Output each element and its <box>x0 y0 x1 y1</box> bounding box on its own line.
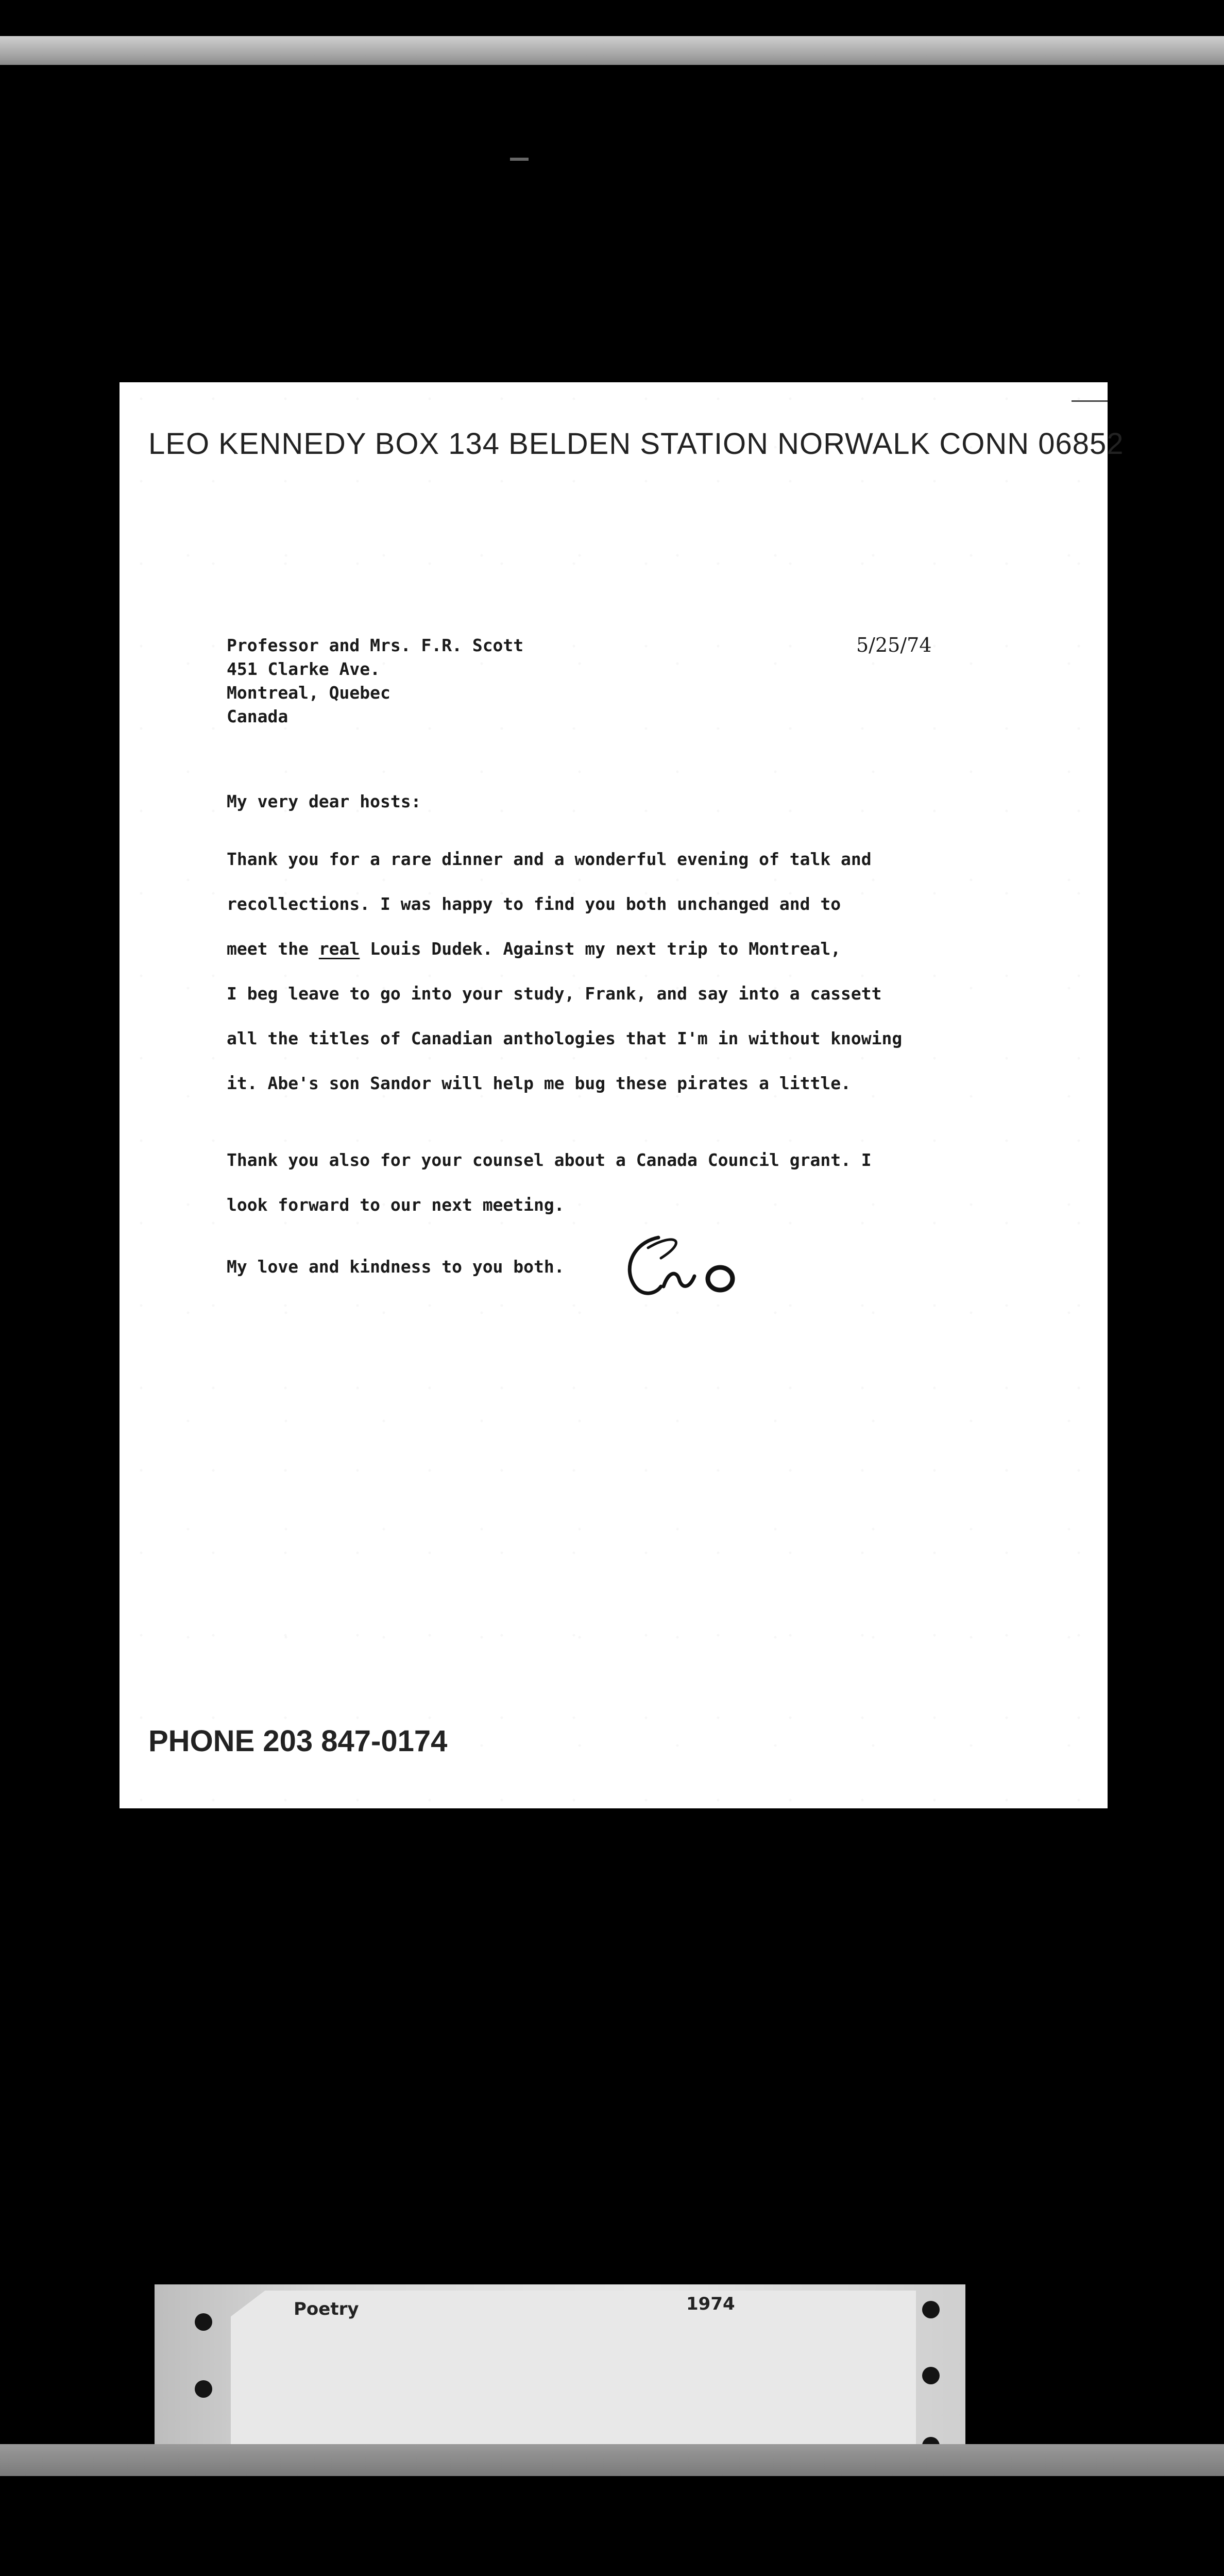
body-paragraph-1 <box>227 837 902 1106</box>
body-paragraph-2 <box>227 1138 872 1227</box>
punch-hole <box>922 2367 940 2384</box>
letter-page <box>120 382 1124 1808</box>
paragraph-line: look forward to our next meeting. <box>227 1195 565 1215</box>
paragraph-line: all the titles of Canadian anthologies that I'm in without knowing <box>227 1028 903 1048</box>
underlined-word: real <box>318 939 360 959</box>
recipient-address <box>227 634 523 728</box>
paragraph-line: I beg leave to go into your study, Frank, and say into a cassett <box>227 984 882 1004</box>
paragraph-text: meet the <box>227 939 319 959</box>
punch-hole <box>922 2301 940 2318</box>
salutation: My very dear hosts: <box>227 791 421 811</box>
scan-mark <box>510 158 529 161</box>
film-edge-bottom <box>0 2444 1224 2476</box>
film-edge-top <box>0 36 1224 65</box>
paragraph-text: Louis Dudek. Against my next trip to Montreal, <box>360 939 841 959</box>
corner-mark <box>1072 400 1108 402</box>
punch-hole <box>195 2380 212 2398</box>
paragraph-line <box>227 926 902 971</box>
phone-footer: PHONE 203 847-0174 <box>148 1724 448 1758</box>
recipient-street: 451 Clarke Ave. <box>227 659 381 679</box>
recipient-city: Montreal, Quebec <box>227 683 390 703</box>
closing-line: My love and kindness to you both. <box>227 1257 565 1277</box>
folder-year: 1974 <box>686 2294 735 2314</box>
paragraph-line: Thank you for a rare dinner and a wonderful evening of talk and <box>227 849 872 869</box>
folder-subject: Poetry <box>294 2299 359 2319</box>
recipient-name: Professor and Mrs. F.R. Scott <box>227 635 524 655</box>
paragraph-line: it. Abe's son Sandor will help me bug these pirates a little. <box>227 1073 851 1093</box>
punch-hole <box>195 2313 212 2331</box>
recipient-country: Canada <box>227 706 288 726</box>
paragraph-line: Thank you also for your counsel about a Canada Council grant. I <box>227 1150 872 1170</box>
letterhead: LEO KENNEDY BOX 134 BELDEN STATION NORWALK CONN 06852 <box>148 427 1124 461</box>
signature-leo <box>612 1227 751 1310</box>
paragraph-line: recollections. I was happy to find you both unchanged and to <box>227 894 841 914</box>
letter-date: 5/25/74 <box>856 634 932 656</box>
